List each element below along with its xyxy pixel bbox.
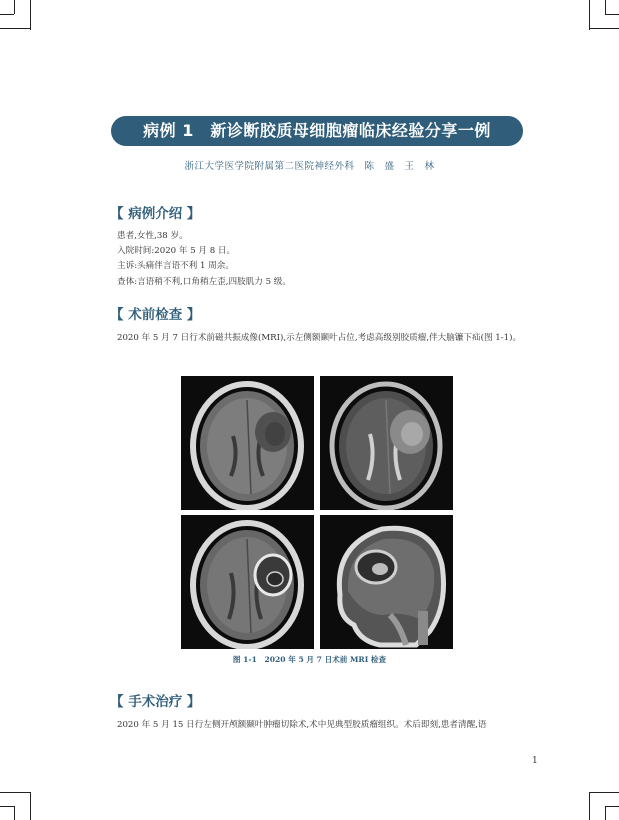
- authors-line: 浙江大学医学院附属第二医院神经外科 陈 盛 王 林: [184, 161, 435, 172]
- preop-paragraph: 2020 年 5 月 7 日行术前磁共振成像(MRI),示左侧额颞叶占位,考虑高级别胶质瘤,伴大脑镰下疝(图 1-1)。: [117, 333, 522, 343]
- page-number: 1: [532, 756, 538, 766]
- intro-line: 入院时间:2020 年 5 月 8 日。: [117, 246, 236, 257]
- mri-sagittal-image: [320, 515, 453, 649]
- section-heading-preop: 【 术前检查 】: [110, 307, 201, 323]
- intro-line: 查体:言语稍不利,口角稍左歪,四肢肌力 5 级。: [117, 276, 291, 287]
- case-title: 病例 1 新诊断胶质母细胞瘤临床经验分享一例: [143, 121, 491, 140]
- intro-body: [117, 229, 291, 290]
- figure-caption: 图 1-1 2020 年 5 月 7 日术前 MRI 检查: [232, 655, 387, 664]
- case-title-banner: [111, 116, 523, 146]
- mri-axial-t2-image: [320, 376, 453, 510]
- section-heading-intro: 【 病例介绍 】: [110, 206, 201, 222]
- intro-line: 患者,女性,38 岁。: [117, 231, 188, 241]
- mri-axial-t1-plain-image: [181, 376, 314, 510]
- mri-axial-t1-enhanced-image: [181, 515, 314, 649]
- surgery-paragraph: 2020 年 5 月 15 日行左侧开颅额颞叶肿瘤切除术,术中见典型胶质瘤组织。术后即刻,患者清醒,语: [117, 720, 487, 730]
- intro-line: 主诉:头痛伴言语不利 1 周余。: [117, 261, 234, 272]
- section-heading-surgery: 【 手术治疗 】: [110, 694, 201, 710]
